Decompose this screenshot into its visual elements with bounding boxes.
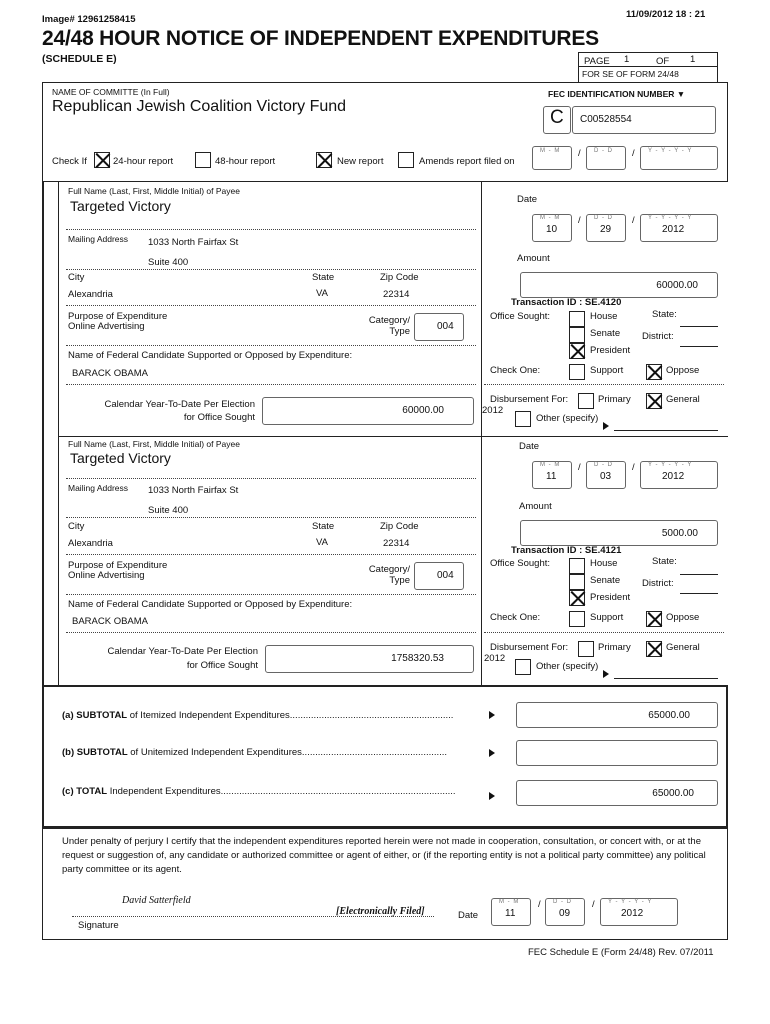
amount-value: 60000.00 bbox=[656, 280, 698, 291]
ytd-label: Calendar Year-To-Date Per Election bbox=[107, 646, 258, 657]
checkbox-house[interactable] bbox=[569, 558, 585, 574]
of-label: OF bbox=[656, 56, 670, 67]
check-one-label: Check One: bbox=[490, 612, 541, 623]
subtotal-unitemized-label: (b) SUBTOTAL of Unitemized Independent Expenditures....................................................... bbox=[62, 747, 448, 758]
oppose-label: Oppose bbox=[666, 612, 700, 623]
signer-name: David Satterfield bbox=[122, 895, 191, 906]
house-label: House bbox=[590, 311, 618, 322]
checkbox-new-report[interactable] bbox=[316, 152, 332, 168]
cert-date-day: 09 bbox=[559, 908, 571, 919]
subtotal-unitemized-field bbox=[516, 740, 718, 766]
page-title: 24/48 HOUR NOTICE OF INDEPENDENT EXPENDITURES bbox=[42, 27, 599, 50]
check-one-label: Check One: bbox=[490, 365, 541, 376]
checkbox-senate[interactable] bbox=[569, 574, 585, 590]
election-year: 2012 bbox=[484, 653, 506, 664]
subtotal-itemized-value: 65000.00 bbox=[648, 710, 690, 721]
option-new-report: New report bbox=[337, 156, 384, 167]
candidate-name: BARACK OBAMA bbox=[72, 616, 149, 627]
date-year: 2012 bbox=[662, 471, 685, 482]
checkbox-support[interactable] bbox=[569, 364, 585, 380]
city-label: City bbox=[68, 521, 85, 532]
checkbox-president[interactable] bbox=[569, 590, 585, 606]
state-label: State bbox=[312, 272, 335, 283]
election-year: 2012 bbox=[482, 405, 504, 416]
other-label: Other (specify) bbox=[536, 661, 599, 672]
ytd-value: 1758320.53 bbox=[391, 653, 444, 664]
page-label: PAGE bbox=[584, 56, 610, 67]
committee-name-label: NAME OF COMMITTE (In Full) bbox=[52, 87, 170, 97]
other-label: Other (specify) bbox=[536, 413, 599, 424]
page-total: 1 bbox=[690, 54, 696, 65]
ytd-value: 60000.00 bbox=[402, 405, 444, 416]
schedule-subtitle: (SCHEDULE E) bbox=[42, 53, 117, 65]
zip-label: Zip Code bbox=[380, 521, 419, 532]
checkbox-support[interactable] bbox=[569, 611, 585, 627]
cert-date-month: 11 bbox=[505, 908, 516, 919]
district-label: District: bbox=[642, 331, 674, 342]
state-field-label: State: bbox=[652, 556, 677, 567]
district-label: District: bbox=[642, 578, 674, 589]
payee-label: Full Name (Last, First, Middle Initial) of Payee bbox=[68, 186, 240, 196]
option-24-hour: 24-hour report bbox=[113, 156, 174, 167]
date-day: 03 bbox=[600, 471, 612, 482]
fec-id-label: FEC IDENTIFICATION NUMBER ▼ bbox=[548, 89, 686, 99]
senate-label: Senate bbox=[590, 328, 621, 339]
city-value: Alexandria bbox=[68, 538, 113, 549]
page-number: 1 bbox=[624, 54, 630, 65]
senate-label: Senate bbox=[590, 575, 621, 586]
primary-label: Primary bbox=[598, 394, 631, 405]
subtotal-itemized-label: (a) SUBTOTAL of Itemized Independent Expenditures.............................................................. bbox=[62, 710, 454, 721]
payee-name: Targeted Victory bbox=[70, 198, 171, 214]
fec-prefix: C bbox=[550, 107, 564, 128]
payee-label: Full Name (Last, First, Middle Initial) of Payee bbox=[68, 439, 240, 449]
address-line-1: 1033 North Fairfax St bbox=[148, 237, 239, 248]
city-label: City bbox=[68, 272, 85, 283]
president-label: President bbox=[590, 345, 631, 356]
date-label: Date bbox=[517, 194, 538, 205]
purpose-label: Purpose of Expenditure bbox=[68, 311, 168, 322]
date-month: 11 bbox=[546, 471, 557, 482]
state-value: VA bbox=[316, 537, 328, 548]
disbursement-label: Disbursement For: bbox=[490, 394, 569, 405]
ytd-sublabel: for Office Sought bbox=[183, 412, 255, 423]
checkbox-other[interactable] bbox=[515, 659, 531, 675]
checkbox-oppose[interactable] bbox=[646, 611, 662, 627]
checkbox-senate[interactable] bbox=[569, 327, 585, 343]
cert-date-year: 2012 bbox=[621, 908, 644, 919]
office-sought-label: Office Sought: bbox=[490, 558, 551, 569]
checkbox-primary[interactable] bbox=[578, 393, 594, 409]
total-value: 65000.00 bbox=[652, 788, 694, 799]
purpose-label: Purpose of Expenditure bbox=[68, 560, 168, 571]
for-se-label: FOR SE OF FORM 24/48 bbox=[582, 69, 679, 79]
state-label: State bbox=[312, 521, 335, 532]
amount-label: Amount bbox=[519, 501, 552, 512]
checkbox-primary[interactable] bbox=[578, 641, 594, 657]
general-label: General bbox=[666, 642, 700, 653]
support-label: Support bbox=[590, 365, 624, 376]
fec-id: C00528554 bbox=[580, 114, 632, 125]
electronically-filed: [Electronically Filed] bbox=[336, 906, 425, 917]
category-value: 004 bbox=[437, 321, 454, 332]
state-field-label: State: bbox=[652, 309, 677, 320]
checkbox-24-hour[interactable] bbox=[94, 152, 110, 168]
date-month: 10 bbox=[546, 224, 558, 235]
mailing-label: Mailing Address bbox=[68, 483, 129, 493]
cert-date-label: Date bbox=[458, 910, 479, 921]
state-value: VA bbox=[316, 288, 328, 299]
support-label: Support bbox=[590, 612, 624, 623]
checkbox-48-hour[interactable] bbox=[195, 152, 211, 168]
type-label: Type bbox=[389, 575, 410, 586]
category-label: Category/ bbox=[368, 315, 410, 326]
checkbox-other[interactable] bbox=[515, 411, 531, 427]
date-day: 29 bbox=[600, 224, 612, 235]
form-footer: FEC Schedule E (Form 24/48) Rev. 07/2011 bbox=[528, 947, 714, 958]
category-value: 004 bbox=[437, 570, 454, 581]
candidate-label: Name of Federal Candidate Supported or Opposed by Expenditure: bbox=[68, 599, 353, 610]
ytd-label: Calendar Year-To-Date Per Election bbox=[104, 399, 255, 410]
zip-value: 22314 bbox=[383, 289, 410, 300]
option-48-hour: 48-hour report bbox=[215, 156, 276, 167]
amount-value: 5000.00 bbox=[661, 528, 698, 539]
signature-label: Signature bbox=[78, 920, 119, 931]
office-sought-label: Office Sought: bbox=[490, 311, 551, 322]
committee-name: Republican Jewish Coalition Victory Fund bbox=[52, 98, 347, 115]
checkbox-amends-report[interactable] bbox=[398, 152, 414, 168]
total-label: (c) TOTAL Independent Expenditures......................................................................................... bbox=[62, 786, 456, 797]
primary-label: Primary bbox=[598, 642, 631, 653]
address-line-1: 1033 North Fairfax St bbox=[148, 485, 239, 496]
certification-text: Under penalty of perjury I certify that the independent expenditures reported herein were not made in cooperation, consultation, or concert with, or at the request or suggestion of, any candidate or authorized committee or agent of either, or (if the reporting entity is not a political party committee) any political party committee or its agent. bbox=[62, 836, 706, 875]
type-label: Type bbox=[389, 326, 410, 337]
checkbox-president[interactable] bbox=[569, 343, 585, 359]
image-id: Image# 12961258415 bbox=[42, 14, 136, 25]
check-if-label: Check If bbox=[52, 156, 87, 167]
zip-label: Zip Code bbox=[380, 272, 419, 283]
category-label: Category/ bbox=[368, 564, 410, 575]
city-value: Alexandria bbox=[68, 289, 113, 300]
checkbox-general[interactable] bbox=[646, 393, 662, 409]
house-label: House bbox=[590, 558, 618, 569]
timestamp: 11/09/2012 18 : 21 bbox=[626, 9, 706, 20]
zip-value: 22314 bbox=[383, 538, 410, 549]
amount-label: Amount bbox=[517, 253, 550, 264]
president-label: President bbox=[590, 592, 631, 603]
date-label: Date bbox=[519, 441, 540, 452]
transaction-id: Transaction ID : SE.4121 bbox=[511, 545, 622, 556]
checkbox-house[interactable] bbox=[569, 311, 585, 327]
candidate-label: Name of Federal Candidate Supported or Opposed by Expenditure: bbox=[68, 350, 353, 361]
date-year: 2012 bbox=[662, 224, 685, 235]
general-label: General bbox=[666, 394, 700, 405]
disbursement-label: Disbursement For: bbox=[490, 642, 569, 653]
address-line-2: Suite 400 bbox=[148, 505, 189, 516]
checkbox-oppose[interactable] bbox=[646, 364, 662, 380]
oppose-label: Oppose bbox=[666, 365, 700, 376]
candidate-name: BARACK OBAMA bbox=[72, 368, 149, 379]
address-line-2: Suite 400 bbox=[148, 257, 189, 268]
payee-name: Targeted Victory bbox=[70, 450, 171, 466]
ytd-sublabel: for Office Sought bbox=[186, 660, 258, 671]
transaction-id: Transaction ID : SE.4120 bbox=[511, 297, 622, 308]
mailing-label: Mailing Address bbox=[68, 234, 129, 244]
purpose-value: Online Advertising bbox=[68, 321, 145, 332]
option-amends-report: Amends report filed on bbox=[419, 156, 515, 167]
purpose-value: Online Advertising bbox=[68, 570, 145, 581]
checkbox-general[interactable] bbox=[646, 641, 662, 657]
